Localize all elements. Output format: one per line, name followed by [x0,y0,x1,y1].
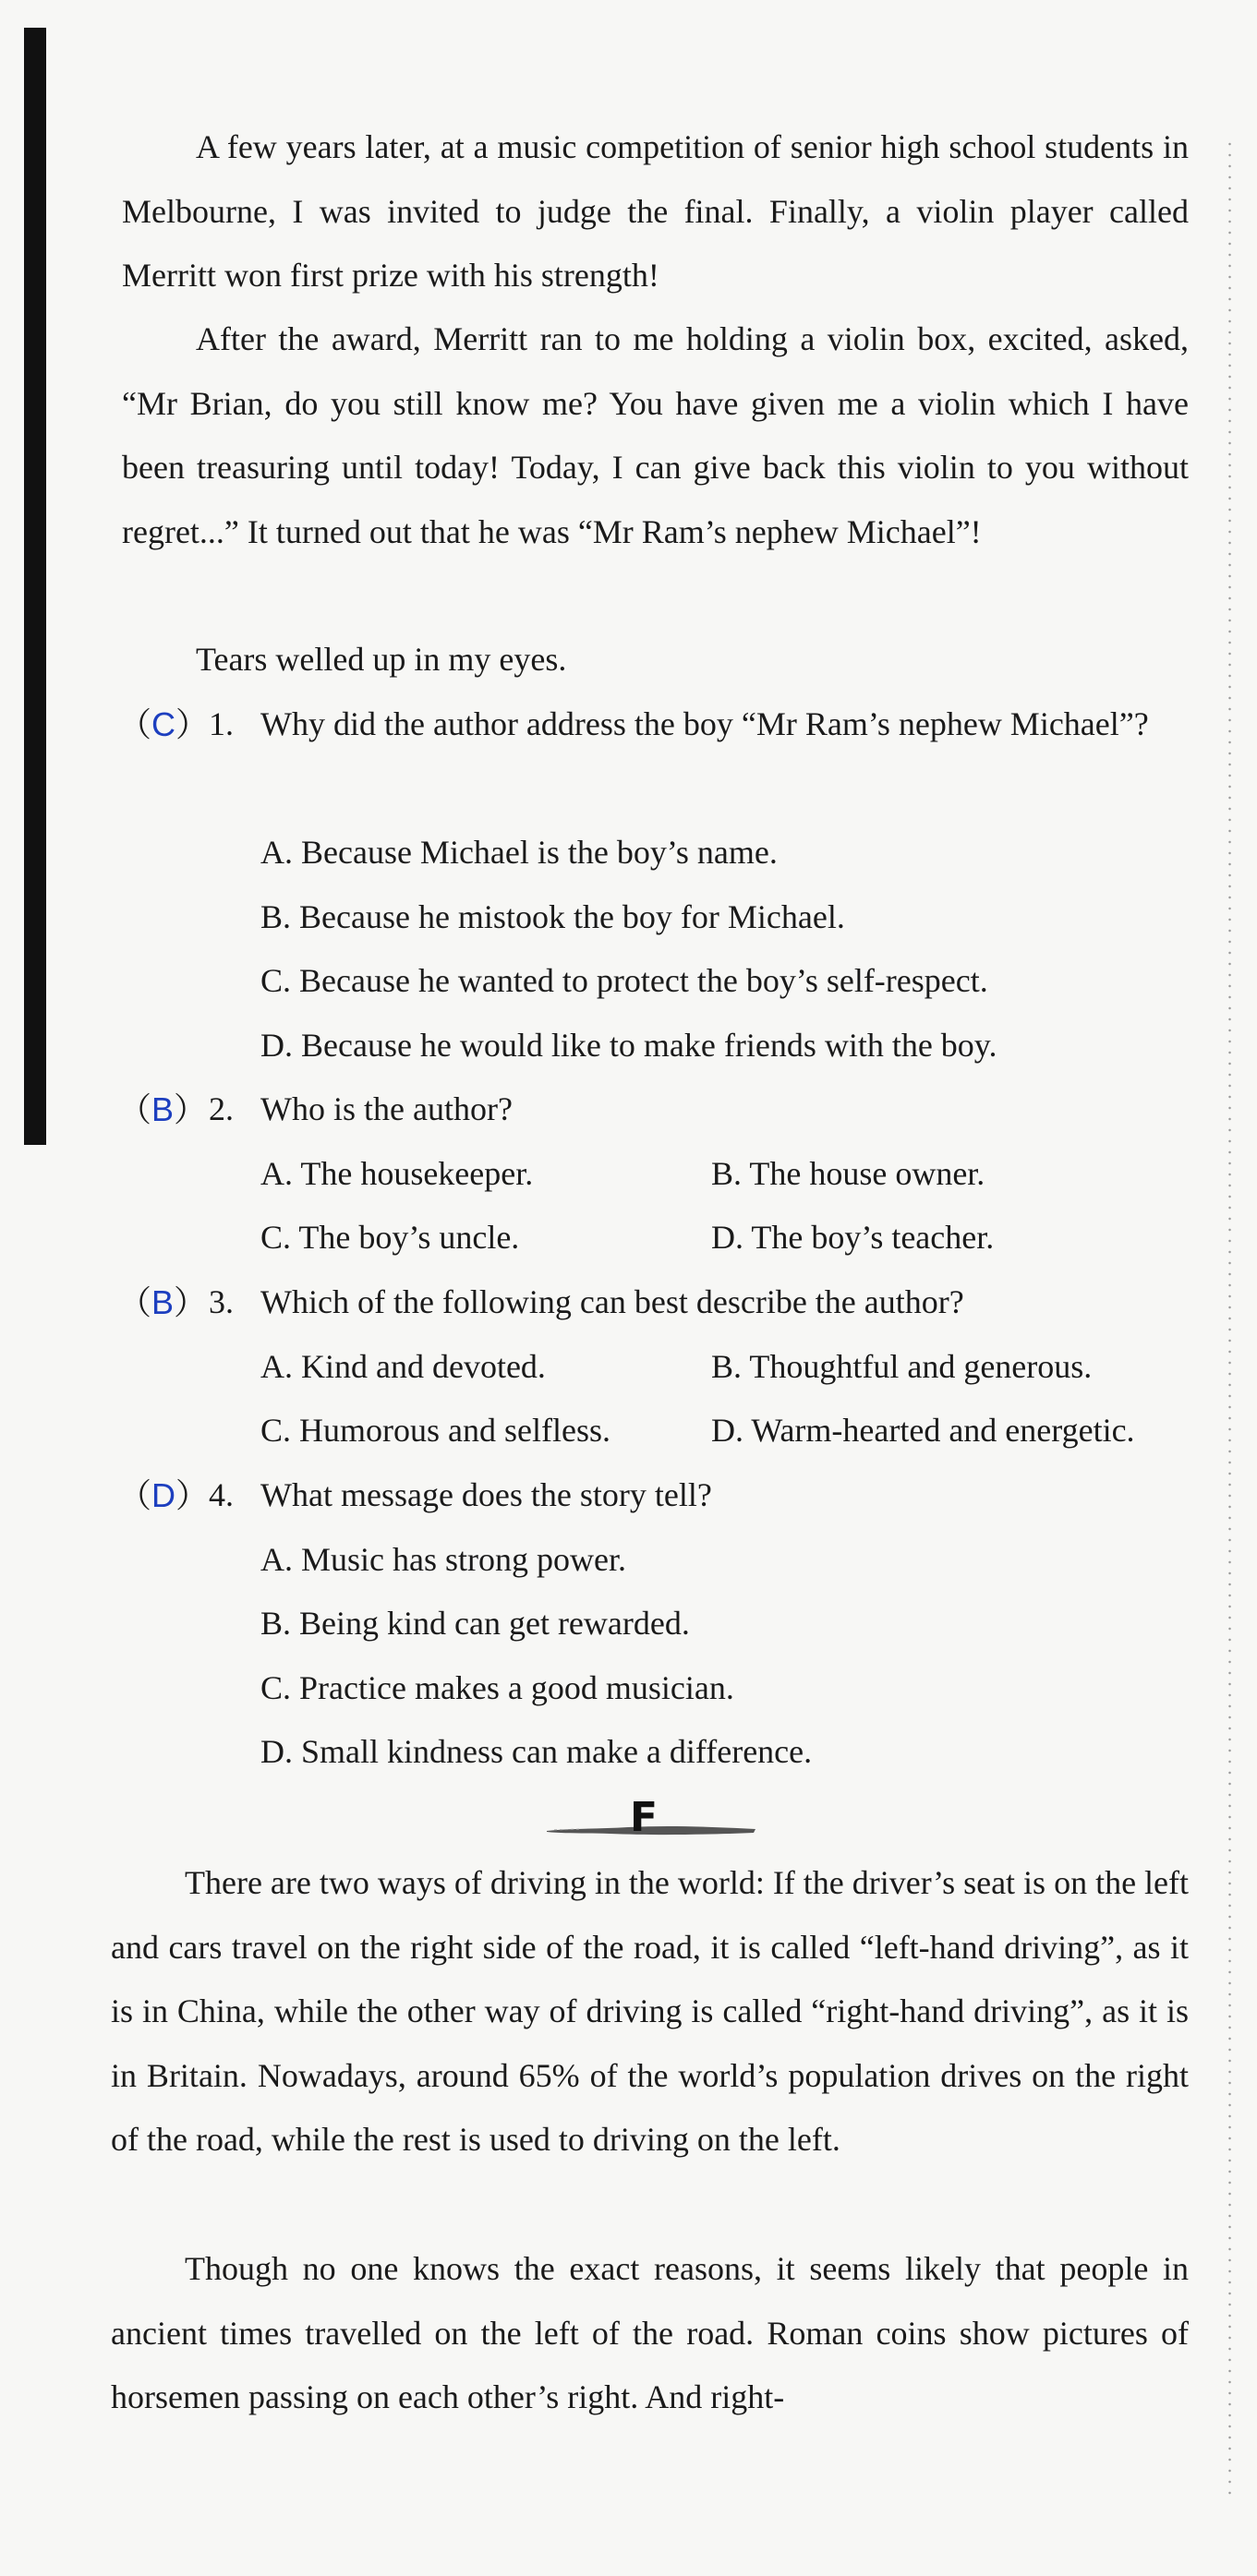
section-f-paragraph-1: There are two ways of driving in the world: If the driver’s seat is on the left and cars travel on the right side of the road, it is called “left-hand driving”, as it is in China, while the other way of driving is called “right-hand driving”, as it is in Britain. Nowadays, around 65% of the world’s population drives on the right of the road, while the rest is used to driving on the left. [111,1864,1190,2158]
question-4-option-d: D. Small kindness can make a difference. [260,1733,813,1770]
question-2-option-c: C. The boy’s uncle. [260,1219,520,1256]
story-paragraph-1: A few years later, at a music competition of senior high school students in Melbourne, I was invited to judge the final. Finally, a violin player called Merritt won first prize with his strength! [122,128,1189,294]
binding-bar [24,28,46,1145]
question-1-option-a: A. Because Michael is the boy’s name. [260,834,778,871]
story-paragraph-2: After the award, Merritt ran to me holding a violin box, excited, asked, “Mr Brian, do you still know me? You have given me a violin which I have been treasuring until today! Today, I can give back this violin to you without regret...” It turned out that he was “Mr Ram’s nephew Michael”! [122,320,1189,550]
question-2-option-d: D. The boy’s teacher. [711,1219,995,1256]
question-2-option-a: A. The housekeeper. [260,1155,534,1192]
question-1-answer: C [151,705,176,743]
question-3-answer: B [151,1283,175,1321]
question-4-answer-box: （D） [118,1476,210,1514]
question-3-option-a: A. Kind and devoted. [260,1348,546,1385]
margin-dotted-line [1228,138,1231,2502]
question-4-option-b: B. Being kind can get rewarded. [260,1605,690,1642]
story-paragraph-3: Tears welled up in my eyes. [196,641,567,678]
question-3-option-c: C. Humorous and selfless. [260,1412,610,1449]
question-3-text: Which of the following can best describe the author? [260,1283,964,1320]
question-2-answer-box: （B） [118,1090,208,1128]
question-2-answer: B [151,1090,175,1128]
question-3-number: 3. [209,1283,234,1320]
question-3-option-d: D. Warm-hearted and energetic. [711,1412,1135,1449]
question-3-answer-box: （B） [118,1283,208,1321]
question-1-option-b: B. Because he mistook the boy for Michael. [260,898,845,935]
question-4-option-a: A. Music has strong power. [260,1541,626,1578]
question-1-option-c: C. Because he wanted to protect the boy’s self-respect. [260,962,988,999]
question-1-number: 1. [209,705,234,742]
question-2-number: 2. [209,1090,234,1127]
question-2-option-b: B. The house owner. [711,1155,985,1192]
question-2-text: Who is the author? [260,1090,513,1127]
section-f-paragraph-2: Though no one knows the exact reasons, it seems likely that people in ancient times travelled on the left of the road. Roman coins show pictures of horsemen passing on each other’s right. And right- [111,2250,1189,2415]
section-f-heading [545,1796,757,1851]
question-3-option-b: B. Thoughtful and generous. [711,1348,1093,1385]
question-4-text: What message does the story tell? [260,1476,712,1513]
question-4-answer: D [151,1476,176,1514]
question-1-answer-box: （C） [118,705,210,743]
question-4-option-c: C. Practice makes a good musician. [260,1669,734,1706]
question-4-number: 4. [209,1476,234,1513]
question-1-text: Why did the author address the boy “Mr Ram’s nephew Michael”? [260,705,1149,742]
question-1-option-d: D. Because he would like to make friends with the boy. [260,1027,997,1064]
section-f-letter: F [630,1794,659,1841]
